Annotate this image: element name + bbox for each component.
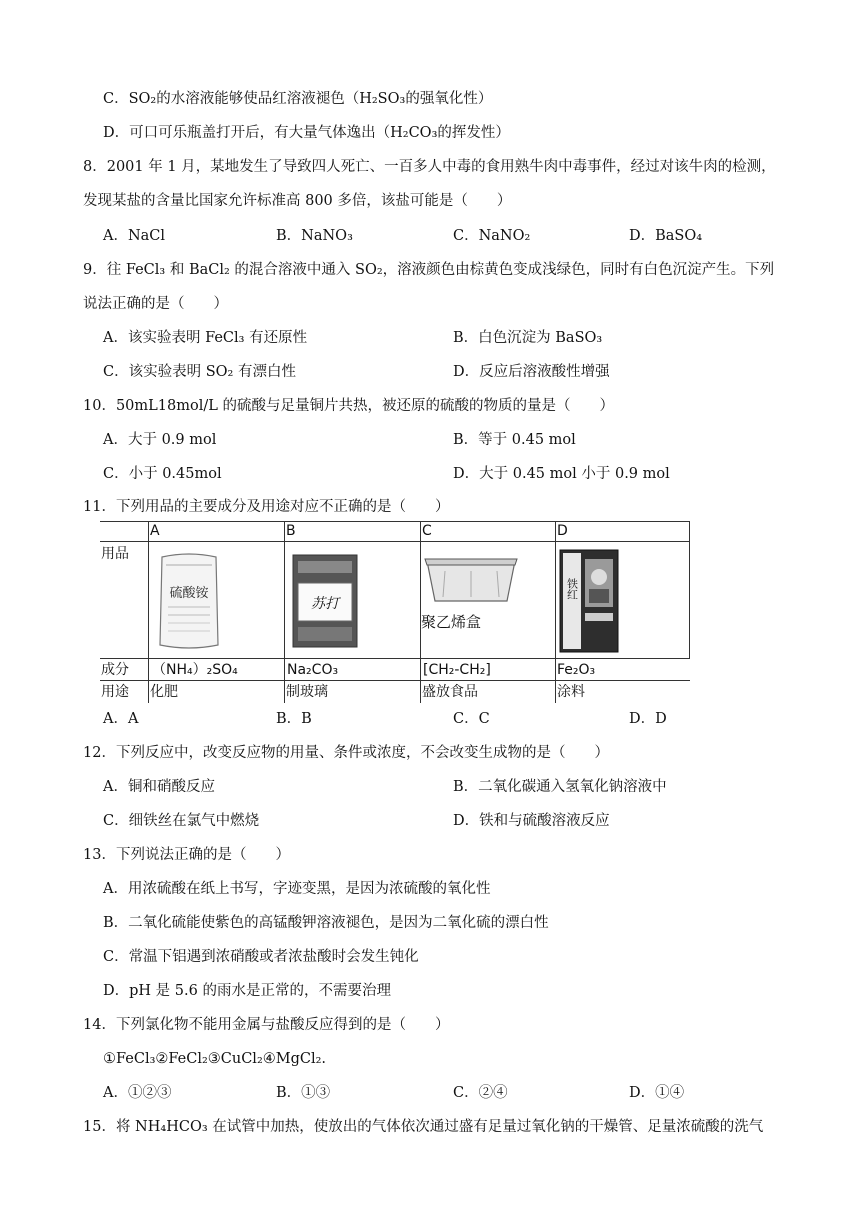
q9-option-c: C．该实验表明 SO₂ 有漂白性 — [103, 364, 296, 380]
q11-option-a: A．A — [103, 711, 139, 727]
row-label-use: 用途 — [101, 684, 129, 700]
q14-option-a: A．①②③ — [103, 1085, 172, 1101]
q14-option-b: B．①③ — [276, 1085, 331, 1101]
iron-red-paint-image — [559, 549, 619, 653]
q7-option-c: C．SO₂的水溶液能够使品红溶液褪色（H₂SO₃的强氧化性） — [103, 91, 493, 107]
q13-option-d: D．pH 是 5.6 的雨水是正常的，不需要治理 — [103, 983, 391, 999]
q9-stem-line2: 说法正确的是（ ） — [83, 296, 228, 312]
q13-option-a: A．用浓硫酸在纸上书写，字迹变黑，是因为浓硫酸的氧化性 — [103, 881, 491, 897]
use-d: 涂料 — [557, 684, 585, 700]
q11-option-b: B．B — [276, 711, 312, 727]
q9-option-b: B．白色沉淀为 BaSO₃ — [453, 330, 603, 346]
q11-option-c: C．C — [453, 711, 490, 727]
component-c: [CH₂-CH₂] — [423, 662, 491, 678]
q13-option-c: C．常温下铝遇到浓硝酸或者浓盐酸时会发生钝化 — [103, 949, 419, 965]
q8-option-d: D．BaSO₄ — [629, 228, 703, 244]
fertilizer-bag-image — [158, 551, 220, 651]
q8-option-a: A．NaCl — [103, 228, 166, 244]
q14-stem: 14．下列氯化物不能用金属与盐酸反应得到的是（ ） — [83, 1017, 450, 1033]
q13-stem: 13．下列说法正确的是（ ） — [83, 847, 290, 863]
component-d: Fe₂O₃ — [557, 662, 596, 678]
iron-red-paint-label: 铁红 — [565, 578, 579, 600]
q8-option-b: B．NaNO₃ — [276, 228, 353, 244]
col-header-a: A — [150, 523, 160, 539]
use-a: 化肥 — [150, 684, 178, 700]
row-label-item: 用品 — [101, 546, 129, 562]
q9-option-a: A．该实验表明 FeCl₃ 有还原性 — [103, 330, 308, 346]
q11-option-d: D．D — [629, 711, 667, 727]
q8-stem-line1: 8．2001 年 1 月，某地发生了导致四人死亡、一百多人中毒的食用熟牛肉中毒事件，经过对该牛肉的检测， — [83, 159, 776, 175]
q11-table — [100, 521, 690, 703]
q8-stem-line2: 发现某盐的含量比国家允许标准高 800 多倍，该盐可能是（ ） — [83, 193, 512, 209]
row-label-component: 成分 — [101, 662, 129, 678]
q9-stem-line1: 9．往 FeCl₃ 和 BaCl₂ 的混合溶液中通入 SO₂，溶液颜色由棕黄色变成浅绿色，同时有白色沉淀产生。下列 — [83, 262, 775, 278]
q10-option-d: D．大于 0.45 mol 小于 0.9 mol — [453, 466, 670, 482]
component-b: Na₂CO₃ — [287, 662, 339, 678]
q12-stem: 12．下列反应中，改变反应物的用量、条件或浓度，不会改变生成物的是（ ） — [83, 745, 609, 761]
soda-package-label: 苏打 — [311, 596, 339, 612]
q12-option-a: A．铜和硝酸反应 — [103, 779, 215, 795]
q13-option-b: B．二氧化硫能使紫色的高锰酸钾溶液褪色，是因为二氧化硫的漂白性 — [103, 915, 549, 931]
q10-option-c: C．小于 0.45mol — [103, 466, 222, 482]
component-a: （NH₄）₂SO₄ — [152, 662, 238, 678]
q14-option-c: C．②④ — [453, 1085, 508, 1101]
q9-option-d: D．反应后溶液酸性增强 — [453, 364, 610, 380]
q10-option-b: B．等于 0.45 mol — [453, 432, 576, 448]
polyethylene-box-label: 聚乙烯盒 — [421, 613, 482, 631]
q8-option-c: C．NaNO₂ — [453, 228, 531, 244]
col-header-d: D — [557, 523, 568, 539]
polyethylene-box-image — [423, 551, 519, 609]
soda-package-image — [290, 553, 360, 649]
q7-option-d: D．可口可乐瓶盖打开后，有大量气体逸出（H₂CO₃的挥发性） — [103, 125, 510, 141]
q11-stem: 11．下列用品的主要成分及用途对应不正确的是（ ） — [83, 499, 450, 515]
q10-option-a: A．大于 0.9 mol — [103, 432, 217, 448]
q15-stem: 15．将 NH₄HCO₃ 在试管中加热，使放出的气体依次通过盛有足量过氧化钠的干燥管、足量浓硫酸的洗气 — [83, 1119, 764, 1135]
q12-option-b: B．二氧化碳通入氢氧化钠溶液中 — [453, 779, 667, 795]
q12-option-c: C．细铁丝在氯气中燃烧 — [103, 813, 260, 829]
q12-option-d: D．铁和与硫酸溶液反应 — [453, 813, 610, 829]
use-c: 盛放食品 — [422, 684, 478, 700]
use-b: 制玻璃 — [286, 684, 328, 700]
q14-option-d: D．①④ — [629, 1085, 685, 1101]
fertilizer-bag-label: 硫酸铵 — [169, 586, 209, 601]
col-header-b: B — [286, 523, 296, 539]
q10-stem: 10．50mL18mol/L 的硫酸与足量铜片共热，被还原的硫酸的物质的量是（ ） — [83, 398, 614, 414]
q14-items: ①FeCl₃②FeCl₂③CuCl₂④MgCl₂. — [103, 1051, 327, 1067]
col-header-c: C — [422, 523, 432, 539]
